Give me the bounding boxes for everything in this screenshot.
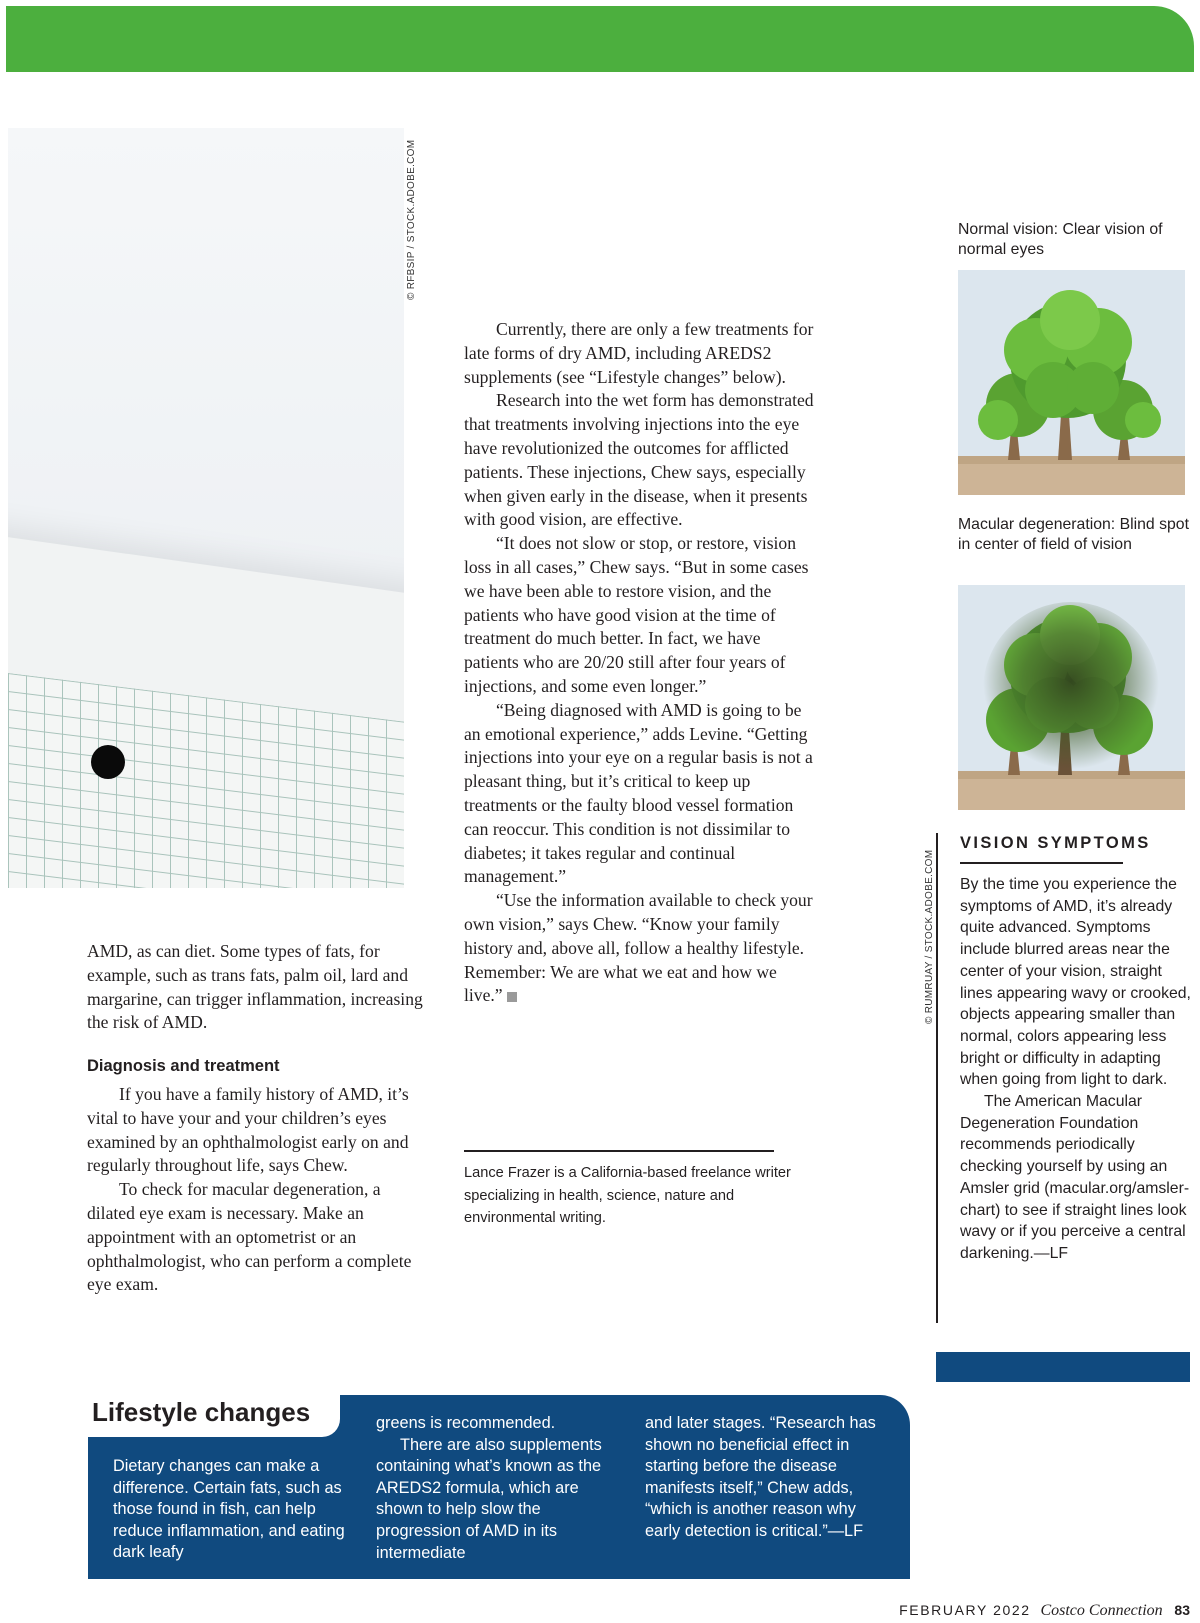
left-paragraph-1: AMD, as can diet. Some types of fats, for example, such as trans fats, palm oil, lard and margarine, can trigger inflammation, increasing the risk of AMD. — [87, 941, 423, 1033]
lifestyle-column-2 — [376, 1413, 616, 1564]
end-mark-icon — [507, 992, 517, 1002]
blurred-trees-icon — [958, 585, 1185, 810]
mid-paragraph-5: “Use the information available to check your own vision,” says Chew. “Know your family history and, above all, follow a healthy lifestyle. Remember: We are what we eat and how we live.” — [464, 890, 813, 1006]
illustration-credit: © RUMRUAY / STOCK.ADOBE.COM — [924, 849, 935, 1024]
normal-vision-illustration — [958, 270, 1185, 495]
normal-vision-caption: Normal vision: Clear vision of normal eyes — [958, 221, 1163, 259]
photo-credit: © RFBSIP / STOCK.ADOBE.COM — [406, 139, 417, 300]
vision-symptoms-paragraph-1: By the time you experience the symptoms of AMD, it’s already quite advanced. Symptoms include blurred areas near the center of your vision, straight lines appearing wavy or crooked, objects appearing smaller than normal, colors appearing less bright or difficulty in adapting when going from light to dark. — [960, 876, 1191, 1089]
folio-date: FEBRUARY 2022 — [899, 1602, 1031, 1618]
author-bio: Lance Frazer is a California-based freelance writer specializing in health, science, nature and environmental writing. — [464, 1165, 791, 1226]
lifestyle-text-2a: greens is recommended. — [376, 1414, 556, 1432]
author-divider — [464, 1150, 774, 1152]
vision-symptoms-heading: VISION SYMPTOMS — [960, 834, 1151, 852]
lifestyle-column-3 — [645, 1413, 895, 1543]
lifestyle-text-1: Dietary changes can make a difference. Certain fats, such as those found in fish, can help reduce inflammation, and eating dark leafy — [113, 1457, 345, 1562]
sidebar-vertical-rule — [936, 833, 938, 1323]
vision-symptoms-underline — [960, 862, 1123, 864]
diagnosis-subhead: Diagnosis and treatment — [87, 1057, 280, 1076]
amsler-grid-photo — [8, 128, 404, 888]
mid-paragraph-2: Research into the wet form has demonstrated that treatments involving injections into the eye have revolutionized the outcomes for afflicted patients. These injections, Chew says, especially when given early in the disease, when it presents with good vision, are effective. — [464, 390, 814, 530]
lifestyle-column-1 — [113, 1456, 345, 1564]
vision-symptoms-text — [960, 874, 1195, 1265]
sidebar-bottom-bar — [936, 1352, 1190, 1382]
vision-symptoms-paragraph-2: The American Macular Degeneration Foundation recommends periodically checking yourself by using an Amsler grid (macular.org/amsler-chart) to see if straight lines look wavy or if you perceive a central darkening.—LF — [960, 1093, 1190, 1262]
normal-trees-icon — [958, 270, 1185, 495]
mid-paragraph-5-wrap — [464, 889, 819, 1008]
lifestyle-text-3: and later stages. “Research has shown no beneficial effect in starting before the disease manifests itself,” Chew adds, “which is another reason why early detection is critical.”—LF — [645, 1414, 876, 1540]
macular-degeneration-illustration — [958, 585, 1185, 810]
page-folio — [899, 1602, 1190, 1620]
mid-paragraph-1: Currently, there are only a few treatments for late forms of dry AMD, including AREDS2 supplements (see “Lifestyle changes” below). — [464, 319, 814, 387]
lifestyle-title: Lifestyle changes — [92, 1397, 311, 1427]
middle-column — [464, 318, 819, 1008]
macular-degeneration-caption: Macular degeneration: Blind spot in center of field of vision — [958, 516, 1189, 554]
mid-paragraph-4: “Being diagnosed with AMD is going to be an emotional experience,” adds Levine. “Getting injections into your eye on a regular basis is not a pleasant thing, but it’s critical to keep up treatments or the faulty blood vessel formation can reoccur. This condition is not dissimilar to diabetes; it takes regular and continual management.” — [464, 699, 813, 887]
folio-page-number: 83 — [1174, 1602, 1190, 1618]
left-paragraph-2: If you have a family history of AMD, it’s vital to have your and your children’s eyes examined by an ophthalmologist early on and regularly throughout life, says Chew. — [87, 1083, 409, 1176]
photo-blind-spot-dot — [91, 745, 125, 779]
header-color-bar — [6, 6, 1194, 72]
left-paragraph-3: To check for macular degeneration, a dilated eye exam is necessary. Make an appointment with an optometrist or an ophthalmologist, who can perform a complete eye exam. — [87, 1179, 412, 1295]
left-column — [87, 940, 432, 1297]
mid-paragraph-3: “It does not slow or stop, or restore, vision loss in all cases,” Chew says. “But in some cases we have been able to restore vision, and the patients who have good vision at the time of treatment do much better. In fact, we have patients who are 20/20 still after four years of injections, and some even longer.” — [464, 533, 809, 696]
folio-magazine: Costco Connection — [1040, 1602, 1163, 1619]
lifestyle-text-2b: There are also supplements containing what’s known as the AREDS2 formula, which are shown to help slow the progression of AMD in its intermediate — [376, 1435, 602, 1562]
